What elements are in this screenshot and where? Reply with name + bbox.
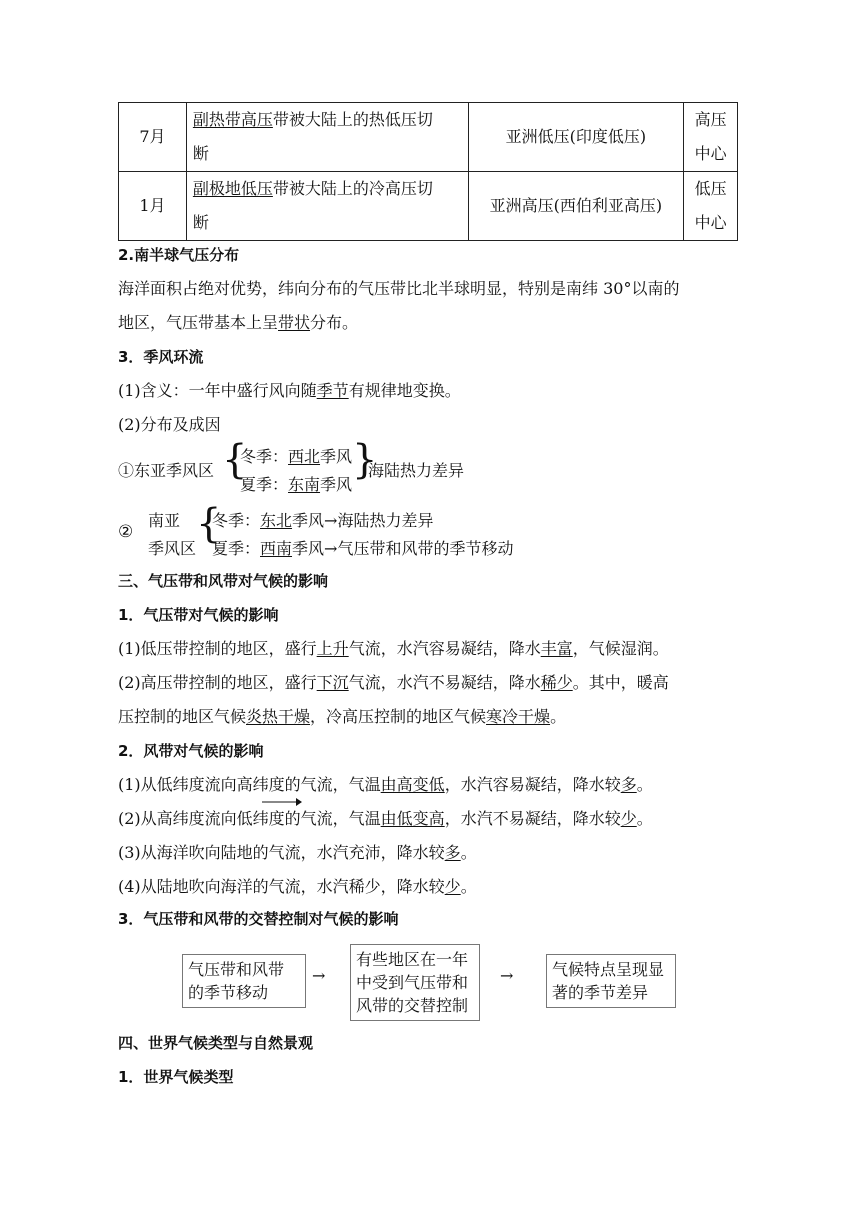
subsection-heading: 1．世界气候类型 [118,1068,234,1086]
right-arrow-icon: → [312,966,326,985]
south-asia-number: ② [118,522,134,542]
paragraph-line: (1)从低纬度流向高纬度的气流，气温由高变低，水汽容易凝结，降水较多。 [118,775,653,794]
cause-label: 海陆热力差异 [368,461,465,480]
right-arrow-icon: → [500,966,514,985]
brace-icon: { [222,437,248,483]
section-heading: 四、世界气候类型与自然景观 [118,1034,314,1052]
type-cell: 低压 中心 [684,172,738,241]
winter-monsoon: 冬季：东北季风→海陆热力差异 [212,511,434,530]
subsection-heading: 1．气压带对气候的影响 [118,606,279,624]
section-heading: 3．季风环流 [118,348,204,366]
description-cell: 副极地低压带被大陆上的冷高压切 断 [186,172,468,241]
paragraph-line: 海洋面积占绝对优势，纬向分布的气压带比北半球明显，特别是南纬 30°以南的 [118,279,680,298]
paragraph-line: 地区，气压带基本上呈带状分布。 [118,313,359,332]
subsection-heading: 2．风带对气候的影响 [118,742,264,760]
paragraph-line: 压控制的地区气候炎热干燥，冷高压控制的地区气候寒冷干燥。 [118,707,567,726]
table-row [119,103,738,172]
table-row [119,172,738,241]
flow-box-seasonal-shift: 气压带和风带 的季节移动 [182,954,306,1008]
paragraph-line: (2)分布及成因 [118,415,221,434]
section-heading: 2.南半球气压分布 [118,246,240,264]
pressure-center-table [118,102,738,241]
close-brace-icon: } [352,437,378,483]
paragraph-line: (2)高压带控制的地区，盛行下沉气流，水汽不易凝结，降水稀少。其中，暖高 [118,673,669,692]
section-heading: 三、气压带和风带对气候的影响 [118,572,329,590]
summer-monsoon: 夏季：东南季风 [240,475,353,494]
description-cell: 副热带高压带被大陆上的热低压切 断 [186,103,468,172]
east-asia-label: ①东亚季风区 [118,461,215,480]
paragraph-line: (2)从高纬度流向低纬度的气流，气温由低变高，水汽不易凝结，降水较少。 [118,809,653,828]
center-cell: 亚洲高压(西伯利亚高压) [468,172,684,241]
south-asia-label: 季风区 [148,539,197,558]
type-cell: 高压 中心 [684,103,738,172]
arrow-mark-icon [262,798,302,808]
summer-monsoon: 夏季：西南季风→气压带和风带的季节移动 [212,539,514,558]
brace-icon: { [196,501,222,547]
subsection-heading: 3．气压带和风带的交替控制对气候的影响 [118,910,399,928]
paragraph-line: (1)含义：一年中盛行风向随季节有规律地变换。 [118,381,461,400]
south-asia-label: 南亚 [148,511,181,530]
paragraph-line: (3)从海洋吹向陆地的气流，水汽充沛，降水较多。 [118,843,477,862]
month-cell: 1月 [119,172,187,241]
center-cell: 亚洲低压(印度低压) [468,103,684,172]
flow-box-alternating-control: 有些地区在一年 中受到气压带和 风带的交替控制 [350,944,480,1021]
month-cell: 7月 [119,103,187,172]
winter-monsoon: 冬季：西北季风 [240,447,353,466]
paragraph-line: (4)从陆地吹向海洋的气流，水汽稀少，降水较少。 [118,877,477,896]
paragraph-line: (1)低压带控制的地区，盛行上升气流，水汽容易凝结，降水丰富，气候湿润。 [118,639,669,658]
flow-box-seasonal-difference: 气候特点呈现显 著的季节差异 [546,954,676,1008]
